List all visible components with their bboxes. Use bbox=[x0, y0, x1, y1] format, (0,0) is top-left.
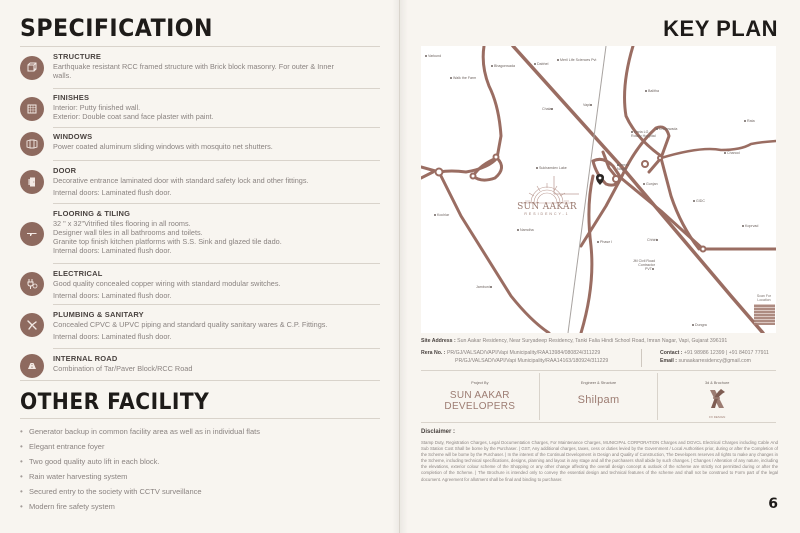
qr-code-icon[interactable] bbox=[754, 304, 775, 325]
bullet-icon: • bbox=[20, 442, 23, 451]
road-network bbox=[421, 46, 776, 333]
contact-label: Contact : bbox=[660, 350, 683, 356]
credit-label: Project By bbox=[471, 381, 489, 385]
map-label: Meril Life Sciences Pvt bbox=[557, 58, 596, 62]
spec-line: Power coated aluminum sliding windows with mosquito net shutters. bbox=[53, 142, 273, 151]
disclaimer-title: Disclaimer : bbox=[421, 429, 456, 435]
spec-heading: FLOORING & TILING bbox=[53, 209, 131, 218]
credit-label: 3d & Brochure bbox=[705, 381, 730, 385]
map-label: Dabhel bbox=[534, 62, 548, 66]
specification-title: SPECIFICATION bbox=[20, 14, 213, 42]
other-facility-title: OTHER FACILITY bbox=[20, 390, 210, 415]
divider bbox=[20, 380, 380, 381]
contact-phone[interactable]: +91 98986 12399 | +91 84017 77911 bbox=[683, 350, 769, 356]
spec-line: Granite top finish kitchen platforms with S.S. Sink and glazed tile dado. bbox=[53, 237, 282, 246]
spec-line: Internal doors: Laminated flush door. bbox=[53, 332, 172, 341]
tile-trowel-icon bbox=[20, 222, 44, 246]
facility-text: Two good quality auto lift in each block. bbox=[29, 457, 160, 466]
map-label: Bhagonwada bbox=[491, 64, 515, 68]
window-icon bbox=[20, 132, 44, 156]
map-label: Kochlar bbox=[434, 213, 449, 217]
map-label: Chharwada bbox=[656, 127, 677, 131]
contact-email[interactable]: sunaakarresidency@gmail.com bbox=[678, 358, 751, 364]
divider bbox=[53, 203, 380, 204]
developer-name: SUN AAKAR bbox=[449, 390, 510, 401]
divider bbox=[421, 422, 776, 423]
divider bbox=[20, 418, 380, 419]
spec-heading: WINDOWS bbox=[53, 132, 93, 141]
bullet-icon: • bbox=[20, 472, 23, 481]
spec-line: Designer wall tiles in all bathrooms and toilets. bbox=[53, 228, 203, 237]
facility-text: Elegant entrance foyer bbox=[29, 442, 105, 451]
credit-project-by bbox=[421, 373, 539, 420]
bullet-icon: • bbox=[20, 457, 23, 466]
facility-item bbox=[20, 454, 380, 469]
divider bbox=[421, 370, 776, 371]
bullet-icon: • bbox=[20, 487, 23, 496]
bullet-icon: • bbox=[20, 427, 23, 436]
spec-line: Exterior: Double coat sand face plaster with paint. bbox=[53, 112, 214, 121]
bullet-icon: • bbox=[20, 502, 23, 511]
map-label: Dungra bbox=[692, 323, 707, 327]
spec-text bbox=[53, 269, 383, 300]
spec-text bbox=[53, 354, 383, 373]
page-number: 6 bbox=[768, 496, 778, 512]
spec-heading: FINISHES bbox=[53, 93, 90, 102]
spec-heading: ELECTRICAL bbox=[53, 269, 103, 278]
credits-row bbox=[421, 373, 776, 420]
spec-line: Internal doors: Laminated flush door. bbox=[53, 188, 172, 197]
rera-line-1 bbox=[421, 350, 600, 357]
qr-caption: Scan For Location bbox=[756, 294, 772, 302]
map-label: Chala bbox=[542, 107, 552, 111]
email-label: Email : bbox=[660, 358, 678, 364]
map-label: Varkund bbox=[425, 54, 441, 58]
facility-item bbox=[20, 439, 380, 454]
spec-line: Internal doors: Laminated flush door. bbox=[53, 246, 172, 255]
spec-line: Combination of Tar/Paver Block/RCC Road bbox=[53, 364, 193, 373]
rera-number: PR/GJ/VALSAD/VAPI/Vapi Municipality/RAA14163/180924/311229 bbox=[455, 358, 609, 364]
map-label: Balitha bbox=[645, 89, 659, 93]
email-line bbox=[660, 358, 751, 365]
facility-list bbox=[20, 424, 380, 514]
facility-text: Secured entry to the society with CCTV surveillance bbox=[29, 487, 202, 496]
developer-name: DEVELOPERS bbox=[444, 401, 516, 412]
spec-line: Earthquake resistant RCC framed structure with Brick block masonry. For outer & Inner bbox=[53, 62, 334, 71]
engineer-name: Shilpam bbox=[577, 394, 620, 406]
spec-line: Concealed CPVC & UPVC piping and standard quality sanitary wares & C.P. Fittings. bbox=[53, 320, 328, 329]
door-icon bbox=[20, 170, 44, 194]
spec-heading: STRUCTURE bbox=[53, 52, 102, 61]
plumbing-wrench-icon bbox=[20, 313, 44, 337]
spec-text bbox=[53, 166, 383, 197]
rera-number: PR/GJ/VALSAD/VAPI/Vapi Municipality/RAA13984/080824/311229 bbox=[446, 350, 601, 356]
spec-heading: DOOR bbox=[53, 166, 77, 175]
facility-item bbox=[20, 469, 380, 484]
location-qr[interactable] bbox=[751, 294, 776, 325]
spec-heading: INTERNAL ROAD bbox=[53, 354, 118, 363]
facility-text: Modern fire safety system bbox=[29, 502, 115, 511]
map-label: Haria LG Rotary Hospital bbox=[631, 130, 656, 138]
map-label: Imran Nagar bbox=[617, 163, 630, 171]
divider bbox=[53, 263, 380, 264]
facility-item bbox=[20, 484, 380, 499]
facility-text: Generator backup in common facility area as well as in individual flats bbox=[29, 427, 260, 436]
key-plan-map bbox=[421, 46, 776, 333]
location-pin-icon bbox=[596, 174, 604, 185]
map-label: Namdha bbox=[517, 228, 534, 232]
map-label: Sukhamdev Lake bbox=[536, 166, 567, 170]
map-label: Walk the Farm bbox=[450, 76, 476, 80]
map-label: Jambuni bbox=[476, 285, 490, 289]
fx-caption: FX DESIGN bbox=[709, 415, 726, 419]
sun-aakar-logo bbox=[517, 184, 577, 217]
structure-cube-icon bbox=[20, 56, 44, 80]
key-plan-title: KEY PLAN bbox=[663, 16, 778, 41]
map-label: Gunjan bbox=[643, 182, 658, 186]
map-label: Vapi bbox=[583, 103, 590, 107]
spec-line: Decorative entrance laminated door with standard safety lock and other fittings. bbox=[53, 176, 309, 185]
spec-text bbox=[53, 93, 383, 121]
divider bbox=[53, 304, 380, 305]
divider bbox=[53, 88, 380, 89]
site-address-value: Sun Aakar Residency, Near Suryadeep Residency, Tanki Falia Hindi School Road, Imran Nagar, Vapi, Gujarat 396191 bbox=[457, 338, 728, 344]
map-label: Chhiri bbox=[647, 238, 657, 242]
spec-line: Interior: Putty finished wall. bbox=[53, 103, 141, 112]
map-label: JM Civil Road Contractor PVT bbox=[632, 259, 655, 271]
credit-engineer bbox=[539, 373, 658, 420]
wall-texture-icon bbox=[20, 97, 44, 121]
spec-text bbox=[53, 209, 383, 255]
map-label: Rata bbox=[744, 119, 755, 123]
divider bbox=[53, 160, 380, 161]
spec-text bbox=[53, 52, 383, 80]
disclaimer-text: Stamp Duty, Registration Charges, Legal Documentation Charges, For Maintenance Charges, MUNICIPAL CORPORATION Charges and DGVCL Electrical Charges including Cable And Sub Station Cost Shall be borne by the Purchaser. | GST, Any additional charges, taxes, cess or duties levied by the Government / Local Authorities prior, during or after the Completion of the Scheme will be borne by the Purchaser. | In the interest of the Continual Development in Design and Quality of Construction, The Developers reserves all rights to make any changes in the Scheme, including technical specifications, designs, planning and layout in any stage and all the purchasers shall abide by such changes. | Changes / Alteration of any nature, including the elevations, exterior colour scheme of the Shopping or any other change affecting the overall design concept & outlook of the scheme are strictly not permitted during or after the completion of the Scheme. | The Brochure is intended only to convey the essential design and technical features of the scheme and shall not be construed to Form part of the legal document. Agreement for allotment shall be final and binding to purchaser. bbox=[421, 440, 778, 482]
rera-label: Rera No. : bbox=[421, 350, 446, 356]
facility-text: Rain water harvesting system bbox=[29, 472, 128, 481]
spec-line: Internal doors: Laminated flush door. bbox=[53, 291, 172, 300]
map-label: Chanod bbox=[724, 151, 740, 155]
spec-text bbox=[53, 132, 383, 151]
divider bbox=[20, 46, 380, 47]
electric-plug-icon bbox=[20, 272, 44, 296]
map-label: Phase I bbox=[597, 240, 612, 244]
divider bbox=[641, 349, 642, 367]
spec-line: Good quality concealed copper wiring with standard modular switches. bbox=[53, 279, 281, 288]
fx-design-logo-icon bbox=[705, 388, 729, 419]
site-address bbox=[421, 338, 727, 345]
road-icon bbox=[20, 354, 44, 378]
spec-line: walls. bbox=[53, 71, 72, 80]
spec-heading: PLUMBING & SANITARY bbox=[53, 310, 144, 319]
divider bbox=[53, 348, 380, 349]
brand-name: SUN AAKAR bbox=[517, 202, 577, 212]
spec-text bbox=[53, 310, 383, 341]
spec-line: 32 " x 32"Vitrified tiles flooring in all rooms. bbox=[53, 219, 191, 228]
contact-line bbox=[660, 350, 769, 357]
brand-subtitle: RESIDENCY-1 bbox=[524, 212, 570, 216]
map-label: Koprvad bbox=[742, 224, 758, 228]
facility-item bbox=[20, 499, 380, 514]
facility-item bbox=[20, 424, 380, 439]
map-label: GIDC bbox=[693, 199, 705, 203]
credit-label: Engineer & Structure bbox=[580, 381, 617, 385]
divider bbox=[53, 127, 380, 128]
credit-brochure bbox=[657, 373, 776, 420]
site-address-label: Site Address : bbox=[421, 338, 456, 344]
rera-line-2 bbox=[455, 358, 608, 365]
